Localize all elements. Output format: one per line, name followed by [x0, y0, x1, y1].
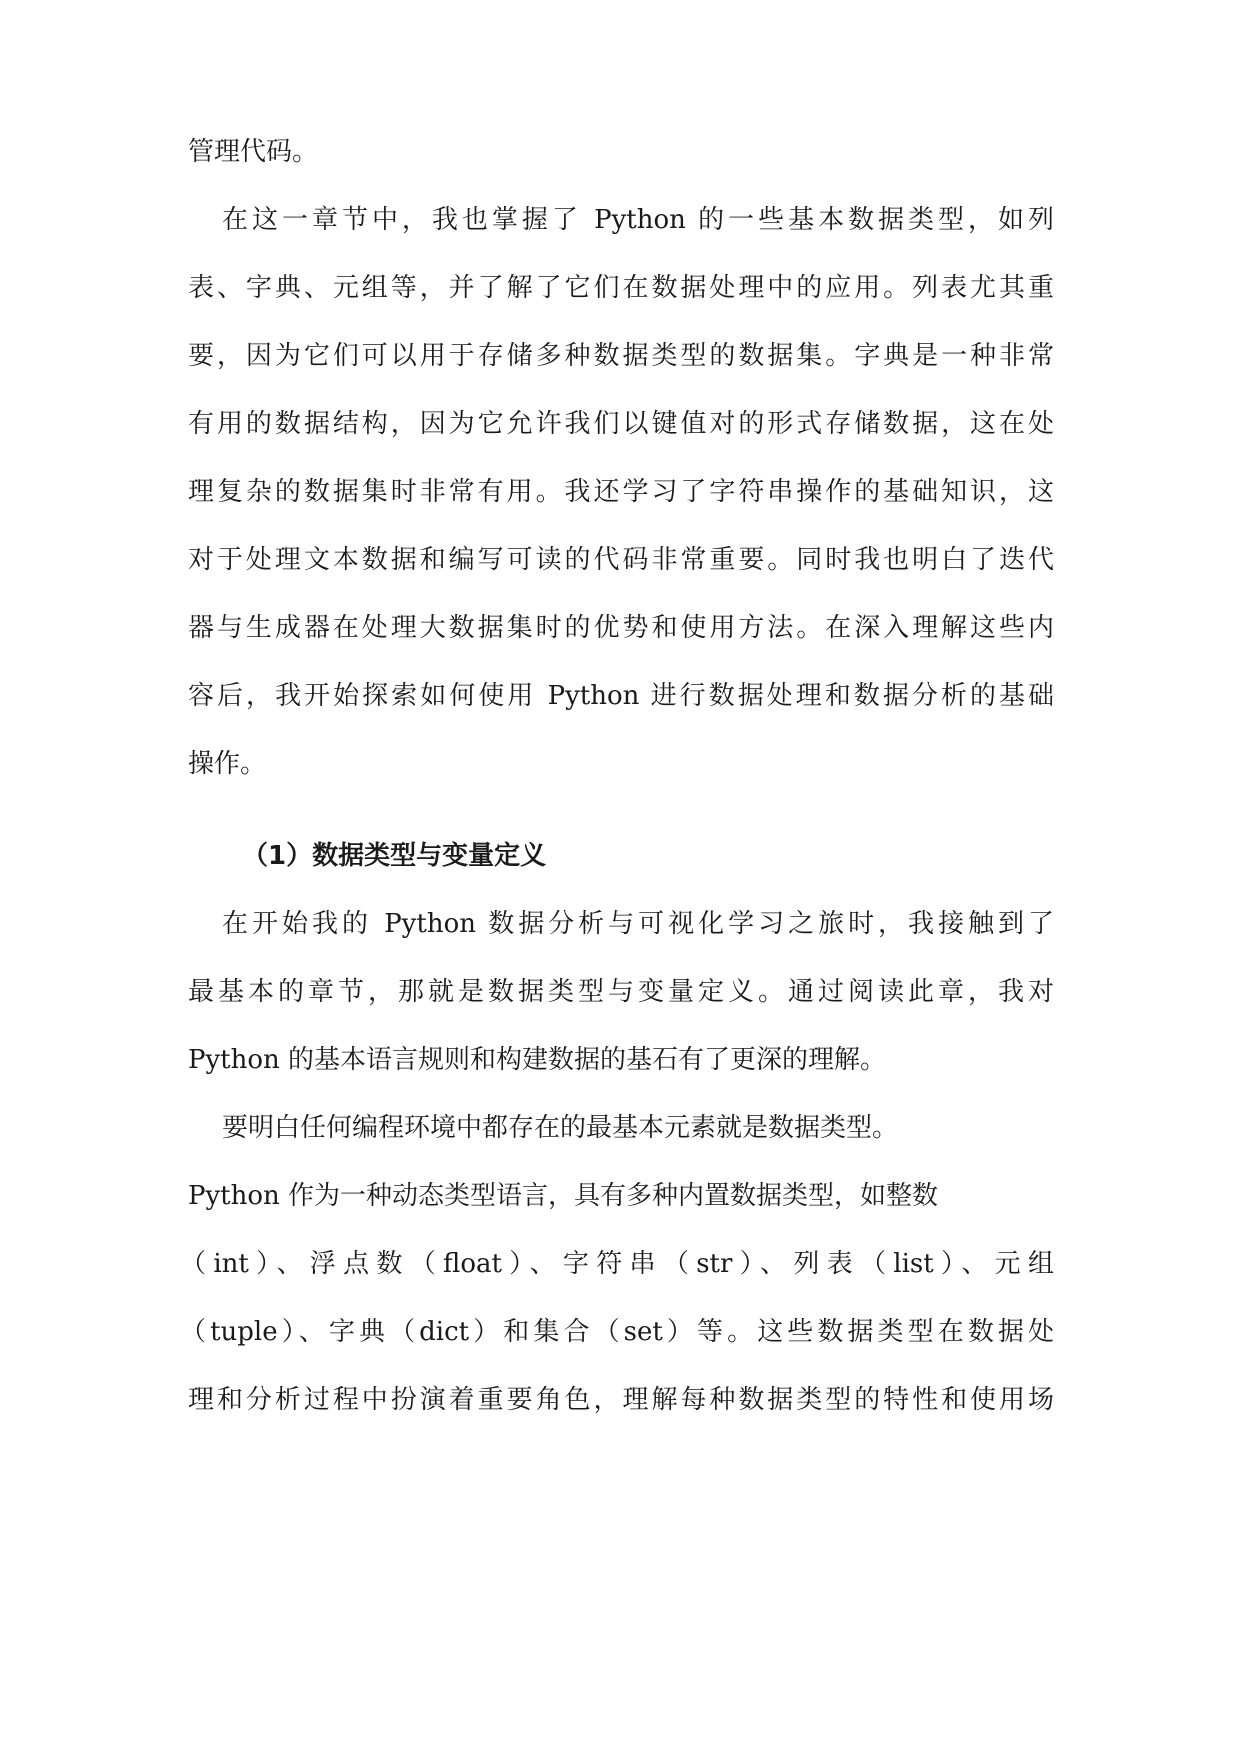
paragraph-1-line-3: 要，因为它们可以用于存储多种数据类型的数据集。字典是一种非常: [188, 341, 1054, 371]
paragraph-1-line-4: 有用的数据结构，因为它允许我们以键值对的形式存储数据，这在处: [188, 409, 1054, 439]
paragraph-3-line-1: 要明白任何编程环境中都存在的最基本元素就是数据类型。: [222, 1113, 899, 1143]
paragraph-3-line-5: 理和分析过程中扮演着重要角色，理解每种数据类型的特性和使用场: [188, 1385, 1054, 1415]
paragraph-1-line-6: 对于处理文本数据和编写可读的代码非常重要。同时我也明白了迭代: [188, 545, 1054, 575]
paragraph-2-line-1: 在开始我的 Python 数据分析与可视化学习之旅时，我接触到了: [222, 909, 1054, 939]
paragraph-3-line-2: Python 作为一种动态类型语言，具有多种内置数据类型，如整数: [188, 1181, 939, 1211]
paragraph-3-line-3: （int）、浮点数（float）、字符串（str）、列表（list）、元组: [180, 1249, 1054, 1279]
paragraph-1-line-5: 理复杂的数据集时非常有用。我还学习了字符串操作的基础知识，这: [188, 477, 1054, 507]
paragraph-1-line-7: 器与生成器在处理大数据集时的优势和使用方法。在深入理解这些内: [188, 613, 1054, 643]
section-heading: （1）数据类型与变量定义: [242, 841, 547, 871]
text-line-1: 管理代码。: [188, 137, 319, 167]
paragraph-3-line-4: （tuple）、字典（dict）和集合（set）等。这些数据类型在数据处: [180, 1317, 1054, 1347]
paragraph-1-line-9: 操作。: [188, 749, 267, 779]
paragraph-2-line-3: Python 的基本语言规则和构建数据的基石有了更深的理解。: [188, 1045, 887, 1075]
paragraph-1-line-1: 在这一章节中，我也掌握了 Python 的一些基本数据类型，如列: [222, 205, 1054, 235]
paragraph-1-line-8: 容后，我开始探索如何使用 Python 进行数据处理和数据分析的基础: [188, 681, 1054, 711]
paragraph-1-line-2: 表、字典、元组等，并了解了它们在数据处理中的应用。列表尤其重: [188, 273, 1054, 303]
paragraph-2-line-2: 最基本的章节，那就是数据类型与变量定义。通过阅读此章，我对: [188, 977, 1054, 1007]
